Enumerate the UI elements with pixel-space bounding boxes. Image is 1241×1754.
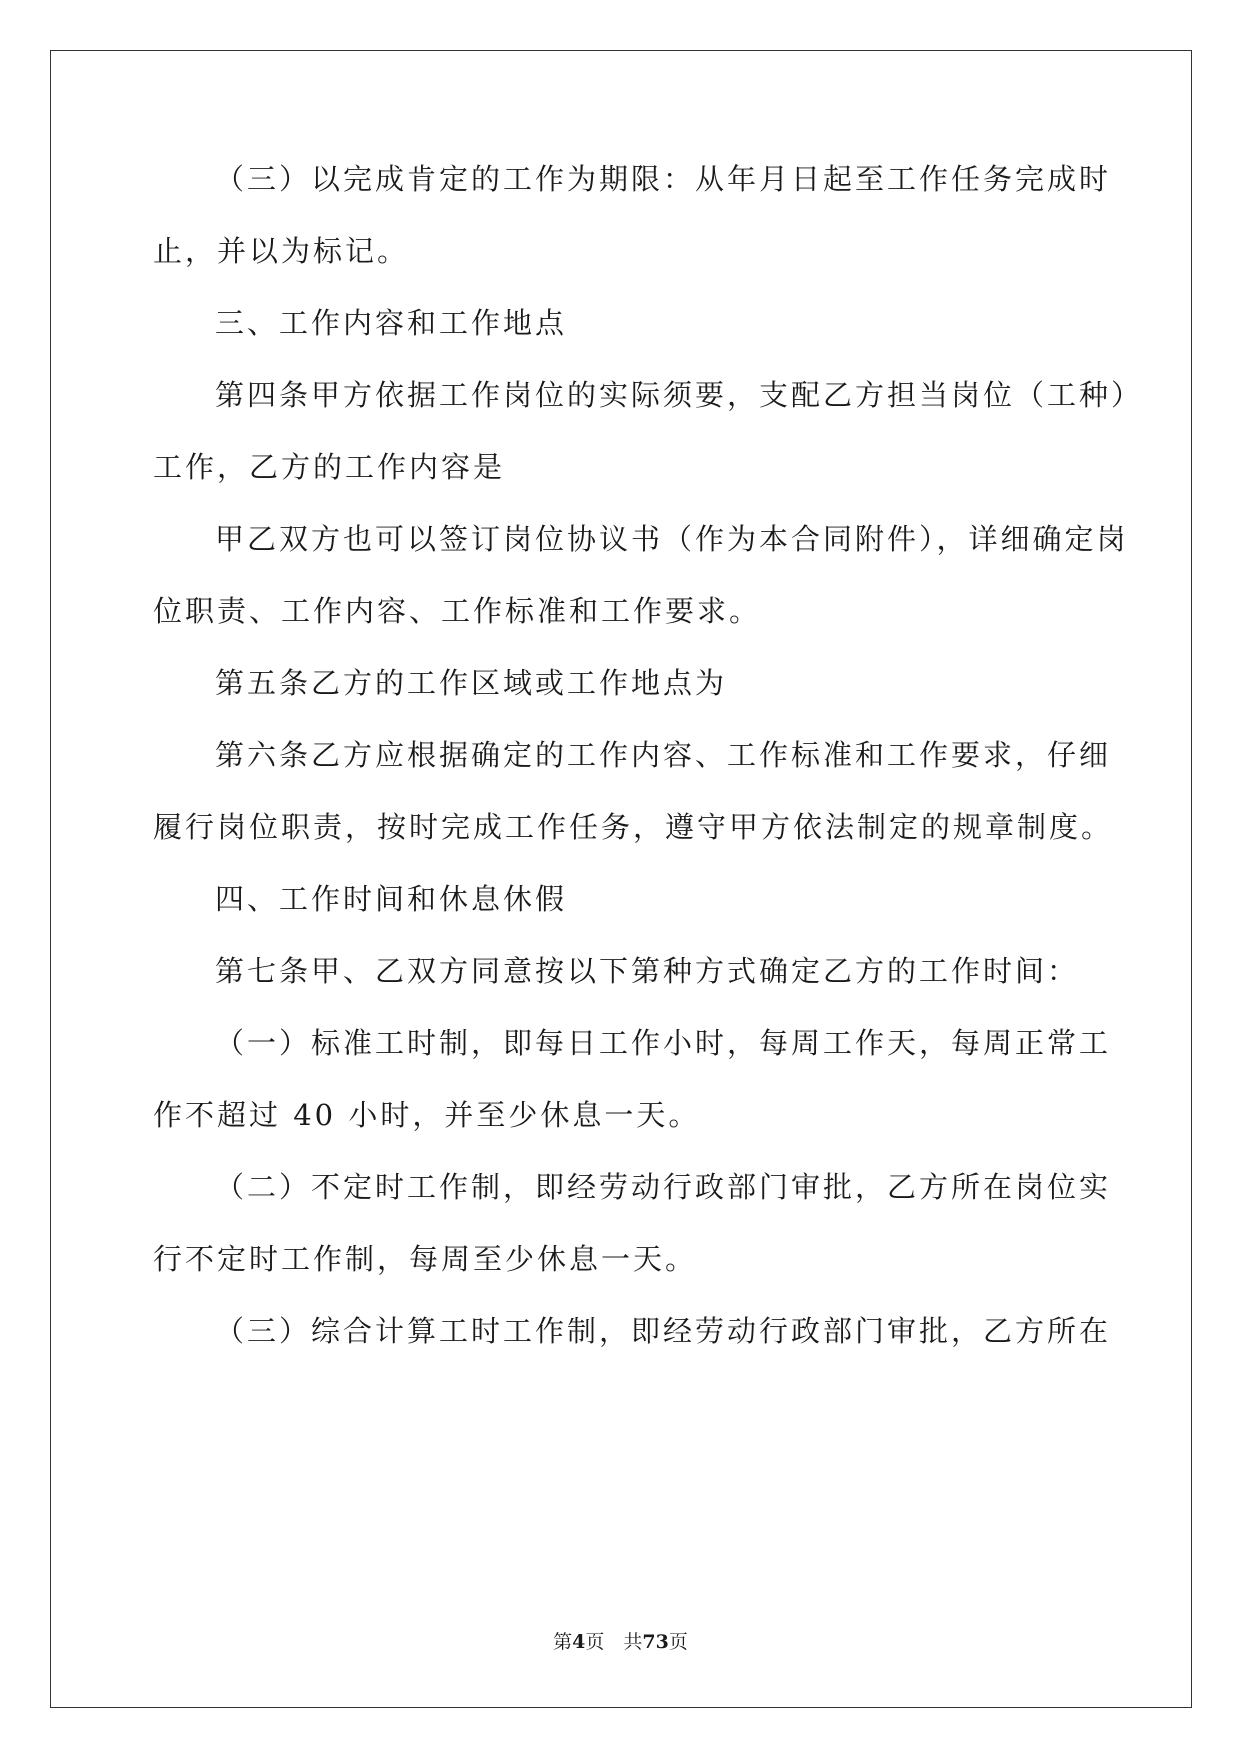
paragraph-line: 第四条甲方依据工作岗位的实际须要，支配乙方担当岗位（工种） [215,378,1144,412]
page-mid: 页 共 [585,1631,643,1653]
paragraph-line: （二）不定时工作制，即经劳动行政部门审批，乙方所在岗位实 [215,1170,1112,1204]
section-heading: 三、工作内容和工作地点 [215,306,568,340]
paragraph-line: 甲乙双方也可以签订岗位协议书（作为本合同附件），详细确定岗 [215,522,1129,556]
page-total: 73 [642,1631,669,1653]
paragraph-line: 第五条乙方的工作区域或工作地点为 [215,666,728,700]
page-border [50,50,1192,1708]
paragraph-line: （三）以完成肯定的工作为期限：从年月日起至工作任务完成时 [215,162,1112,196]
page-footer [0,1630,1241,1654]
page-current: 4 [572,1631,586,1653]
paragraph-line: 行不定时工作制，每周至少休息一天。 [153,1242,698,1276]
section-heading: 四、工作时间和休息休假 [215,882,568,916]
paragraph-line: 位职责、工作内容、工作标准和工作要求。 [153,594,762,628]
paragraph-line: 第七条甲、乙双方同意按以下第种方式确定乙方的工作时间： [215,954,1080,988]
paragraph-line: 第六条乙方应根据确定的工作内容、工作标准和工作要求，仔细 [215,738,1112,772]
paragraph-line: 作不超过 40 小时，并至少休息一天。 [153,1098,701,1132]
paragraph-line: （三）综合计算工时工作制，即经劳动行政部门审批，乙方所在 [215,1314,1112,1348]
paragraph-line: 履行岗位职责，按时完成工作任务，遵守甲方依法制定的规章制度。 [153,810,1114,844]
page-suffix: 页 [668,1631,688,1653]
paragraph-line: 工作，乙方的工作内容是 [153,450,506,484]
paragraph-line: （一）标准工时制，即每日工作小时，每周工作天，每周正常工 [215,1026,1112,1060]
page-prefix: 第 [553,1631,573,1653]
paragraph-line: 止，并以为标记。 [153,234,410,268]
